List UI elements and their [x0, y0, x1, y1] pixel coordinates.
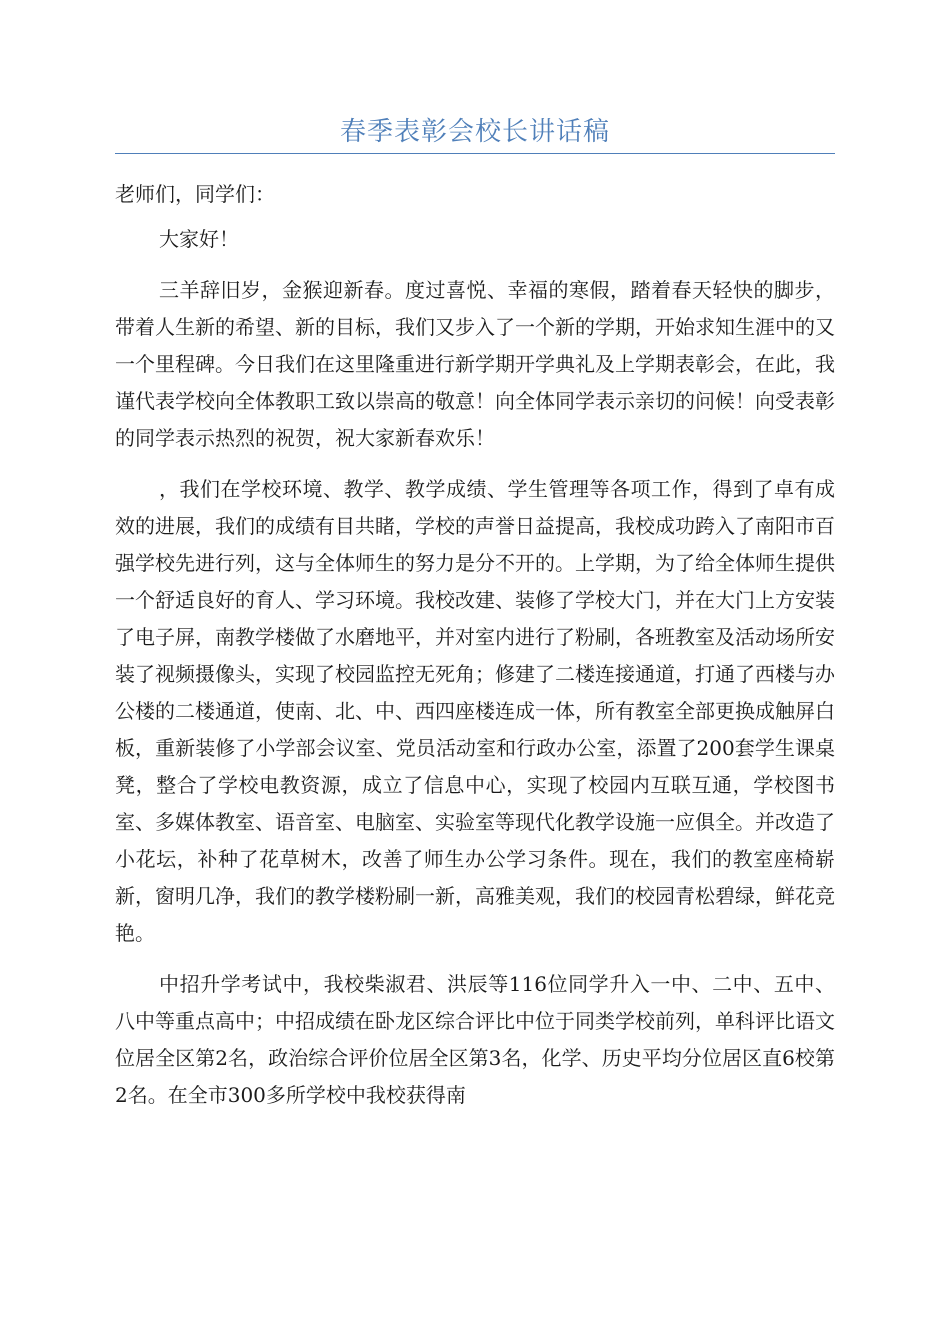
paragraph-opening: 三羊辞旧岁，金猴迎新春。度过喜悦、幸福的寒假，踏着春天轻快的脚步，带着人生新的希望、新的目标，我们又步入了一个新的学期，开始求知生涯中的又一个里程碑。今日我们在这里隆重进行新学期开学典礼及上学期表彰会，在此，我谨代表学校向全体教职工致以崇高的敬意！向全体同学表示亲切的问候！向受表彰的同学表示热烈的祝贺，祝大家新春欢乐！ [115, 278, 835, 450]
document-body [115, 176, 835, 1114]
paragraph-greeting: 大家好！ [159, 227, 239, 251]
salutation: 老师们，同学们： [115, 182, 275, 206]
title-underline [115, 153, 835, 154]
paragraph-exam-results: 中招升学考试中，我校柴淑君、洪辰等116位同学升入一中、二中、五中、八中等重点高中；中招成绩在卧龙区综合评比中位于同类学校前列，单科评比语文位居全区第2名，政治综合评价位居全区第3名，化学、历史平均分位居区直6校第2名。在全市300多所学校中我校获得南 [115, 972, 835, 1107]
document-title: 春季表彰会校长讲话稿 [339, 117, 610, 147]
paragraph-achievements: ，我们在学校环境、教学、教学成绩、学生管理等各项工作，得到了卓有成效的进展，我们的成绩有目共睹，学校的声誉日益提高，我校成功跨入了南阳市百强学校先进行列，这与全体师生的努力是分不开的。上学期，为了给全体师生提供一个舒适良好的育人、学习环境。我校改建、装修了学校大门，并在大门上方安装了电子屏，南教学楼做了水磨地平，并对室内进行了粉刷，各班教室及活动场所安装了视频摄像头，实现了校园监控无死角；修建了二楼连接通道，打通了西楼与办公楼的二楼通道，使南、北、中、西四座楼连成一体，所有教室全部更换成触屏白板，重新装修了小学部会议室、党员活动室和行政办公室，添置了200套学生课桌凳，整合了学校电教资源，成立了信息中心，实现了校园内互联互通，学校图书室、多媒体教室、语音室、电脑室、实验室等现代化教学设施一应俱全。并改造了小花坛，补种了花草树木，改善了师生办公学习条件。现在，我们的教室座椅崭新，窗明几净，我们的教学楼粉刷一新，高雅美观，我们的校园青松碧绿，鲜花竞艳。 [115, 477, 835, 945]
